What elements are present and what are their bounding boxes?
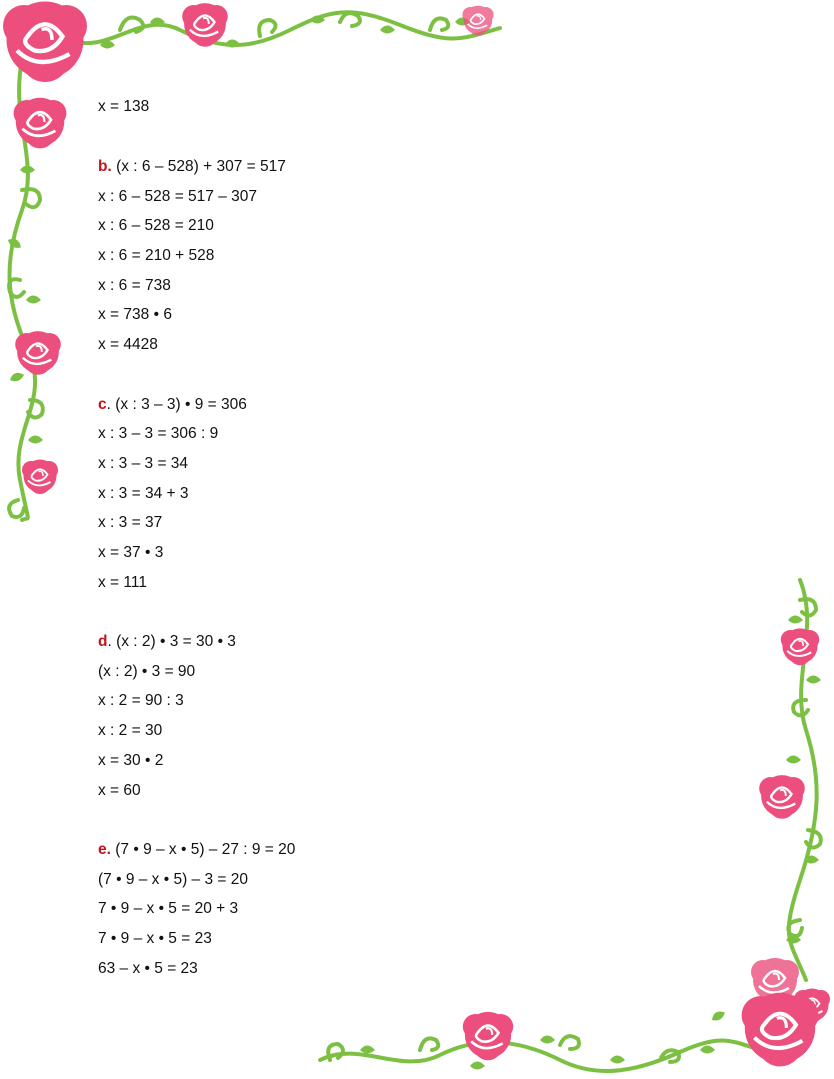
step-c-2: x : 3 – 3 = 34	[98, 455, 189, 472]
rose-icon	[22, 460, 58, 495]
step-c-1: x : 3 – 3 = 306 : 9	[98, 425, 219, 442]
label-b: b.	[98, 158, 112, 175]
step-c-5: x = 37 • 3	[98, 544, 164, 561]
rose-icon	[14, 98, 67, 149]
step-b-3: x : 6 = 210 + 528	[98, 247, 215, 264]
rose-icon	[462, 6, 493, 36]
step-e-2: 7 • 9 – x • 5 = 20 + 3	[98, 900, 239, 917]
step-c-3: x : 3 = 34 + 3	[98, 485, 189, 502]
problem-c	[98, 396, 247, 414]
step-b-1: x : 6 – 528 = 517 – 307	[98, 188, 258, 205]
step-b-2: x : 6 – 528 = 210	[98, 217, 214, 234]
rose-icon	[781, 628, 819, 665]
answer-a-tail: x = 138	[98, 98, 150, 115]
step-d-2: x : 2 = 90 : 3	[98, 692, 184, 709]
rose-icon	[3, 2, 87, 83]
step-d-1: (x : 2) • 3 = 90	[98, 663, 196, 680]
problem-b	[98, 158, 286, 176]
vine-icon	[788, 580, 820, 980]
step-b-5: x = 738 • 6	[98, 306, 172, 323]
step-c-4: x : 3 = 37	[98, 514, 163, 531]
vine-icon	[320, 1036, 760, 1071]
rose-icon	[182, 3, 228, 47]
problem-e	[98, 841, 295, 859]
step-d-4: x = 30 • 2	[98, 752, 164, 769]
step-d-3: x : 2 = 30	[98, 722, 163, 739]
rose-icon	[742, 993, 819, 1067]
label-e: e.	[98, 841, 111, 858]
problem-e-text: (7 • 9 – x • 5) – 27 : 9 = 20	[110, 841, 296, 858]
rose-icon	[751, 958, 799, 1004]
step-b-6: x = 4428	[98, 336, 158, 353]
rose-icon	[15, 331, 61, 375]
step-d-5: x = 60	[98, 782, 141, 799]
problem-c-text: . (x : 3 – 3) • 9 = 306	[106, 396, 247, 413]
rose-icon	[759, 775, 805, 819]
step-c-6: x = 111	[98, 574, 147, 591]
step-e-1: (7 • 9 – x • 5) – 3 = 20	[98, 871, 249, 888]
step-e-3: 7 • 9 – x • 5 = 23	[98, 930, 212, 947]
rose-icon	[463, 1012, 513, 1060]
label-d: d	[98, 633, 108, 650]
problem-d	[98, 633, 236, 651]
problem-b-text: (x : 6 – 528) + 307 = 517	[111, 158, 286, 175]
label-c: c	[98, 396, 107, 413]
vine-icon	[9, 60, 43, 520]
vine-icon	[70, 12, 500, 45]
step-b-4: x : 6 = 738	[98, 277, 171, 294]
step-e-4: 63 – x • 5 = 23	[98, 960, 198, 977]
problem-d-text: . (x : 2) • 3 = 30 • 3	[107, 633, 236, 650]
rose-icon	[794, 989, 830, 1024]
